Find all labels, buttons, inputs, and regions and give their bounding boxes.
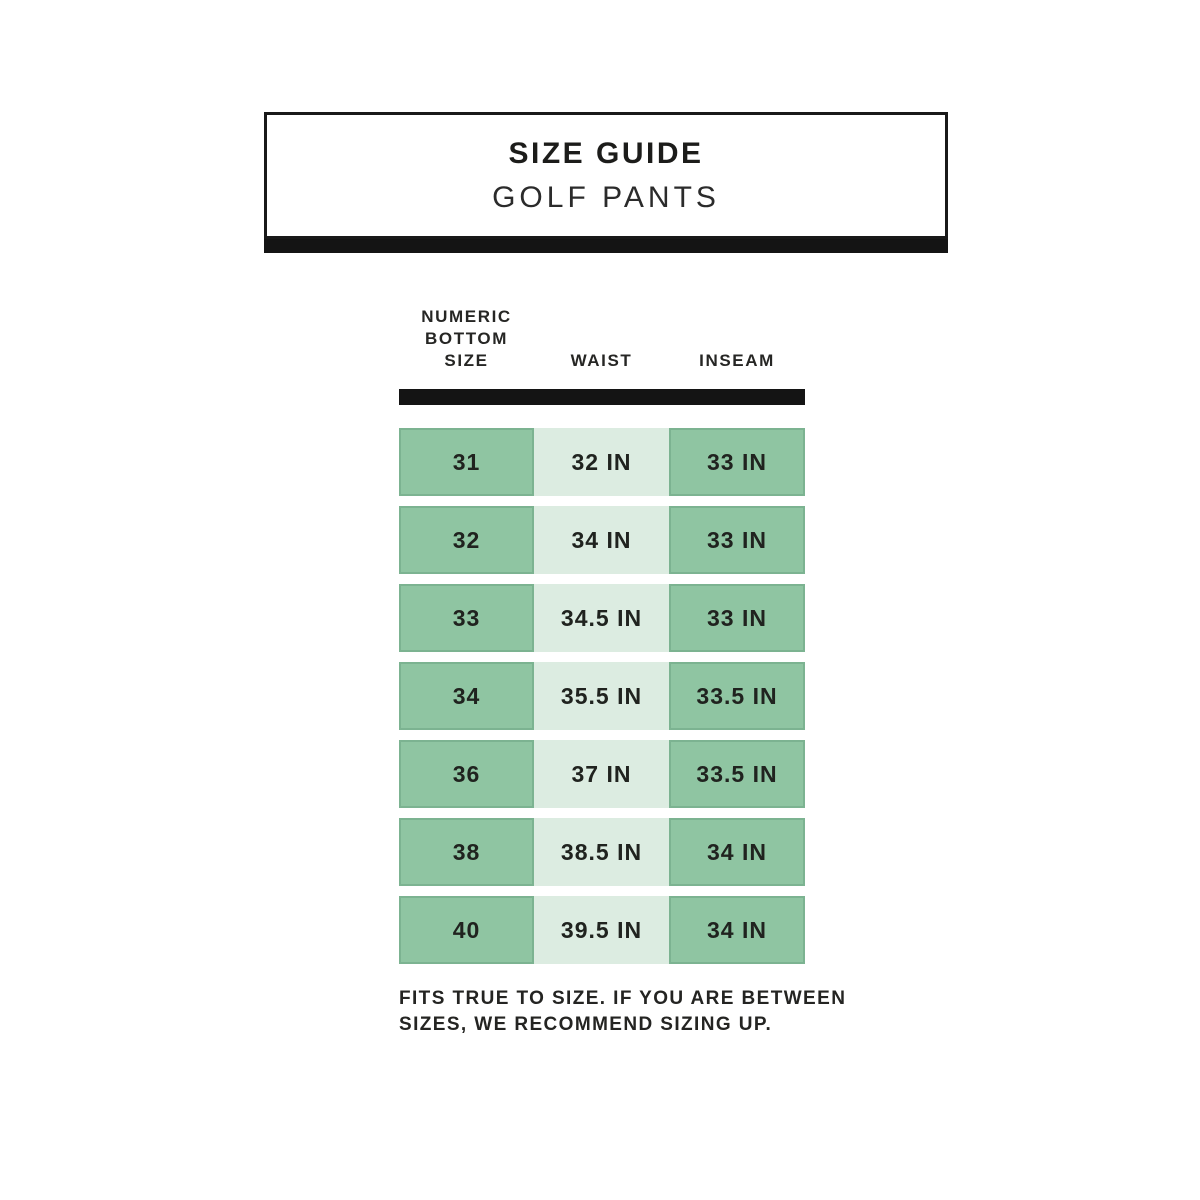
size-table-body: [399, 428, 805, 974]
fit-note-line: FITS TRUE TO SIZE. IF YOU ARE BETWEEN: [399, 988, 847, 1009]
fit-note-line: SIZES, WE RECOMMEND SIZING UP.: [399, 1014, 773, 1035]
column-header-line: SIZE: [444, 351, 489, 370]
table-row: [399, 818, 805, 886]
column-header-inseam: INSEAM: [699, 351, 775, 370]
column-header-line: BOTTOM: [425, 329, 508, 348]
table-header-divider-bar: [399, 389, 805, 405]
size-cell: 40: [399, 896, 534, 964]
table-column-headers: [399, 298, 805, 372]
size-cell: 32: [399, 506, 534, 574]
table-row: [399, 428, 805, 496]
waist-cell: 32 IN: [534, 428, 669, 496]
column-header-waist: WAIST: [570, 351, 633, 370]
size-guide-header-box: [264, 112, 948, 239]
size-cell: 34: [399, 662, 534, 730]
size-cell: 33: [399, 584, 534, 652]
size-cell: 38: [399, 818, 534, 886]
table-row: [399, 740, 805, 808]
table-row: [399, 662, 805, 730]
fit-note: [399, 986, 846, 1038]
waist-cell: 34 IN: [534, 506, 669, 574]
waist-cell: 38.5 IN: [534, 818, 669, 886]
waist-cell: 39.5 IN: [534, 896, 669, 964]
inseam-cell: 34 IN: [669, 818, 805, 886]
table-row: [399, 584, 805, 652]
waist-cell: 37 IN: [534, 740, 669, 808]
inseam-cell: 33 IN: [669, 584, 805, 652]
size-cell: 31: [399, 428, 534, 496]
size-cell: 36: [399, 740, 534, 808]
waist-cell: 35.5 IN: [534, 662, 669, 730]
inseam-cell: 33.5 IN: [669, 662, 805, 730]
inseam-cell: 34 IN: [669, 896, 805, 964]
inseam-cell: 33 IN: [669, 506, 805, 574]
header-divider-bar: [264, 239, 948, 253]
table-row: [399, 896, 805, 964]
waist-cell: 34.5 IN: [534, 584, 669, 652]
inseam-cell: 33 IN: [669, 428, 805, 496]
inseam-cell: 33.5 IN: [669, 740, 805, 808]
page-title: SIZE GUIDE: [508, 136, 704, 170]
column-header-numeric-bottom-size: [399, 306, 534, 372]
table-row: [399, 506, 805, 574]
page-subtitle: GOLF PANTS: [492, 180, 720, 214]
column-header-line: NUMERIC: [421, 307, 512, 326]
